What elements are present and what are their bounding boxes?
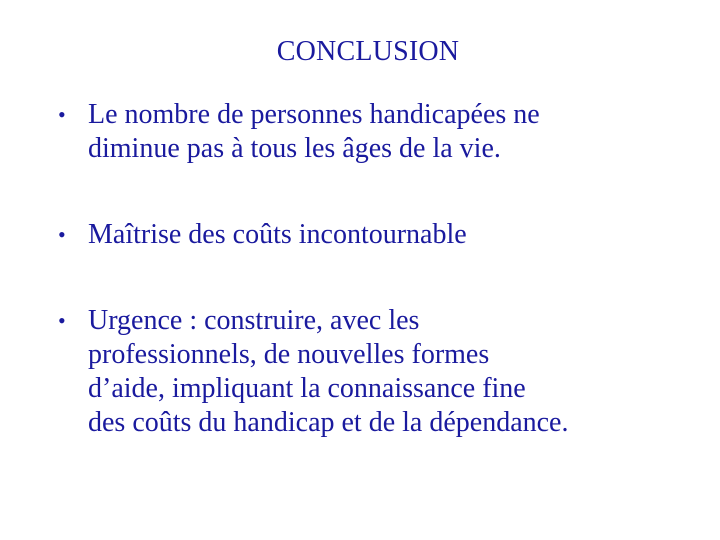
bullet-text-line: professionnels, de nouvelles formes [88,339,490,370]
bullet-icon: • [58,222,66,247]
bullet-text-line: d’aide, impliquant la connaissance fine [88,373,526,404]
bullet-text-line: Urgence : construire, avec les [88,305,420,336]
slide-title: CONCLUSION [276,36,460,67]
bullet-text-line: diminue pas à tous les âges de la vie. [88,133,501,164]
bullet-icon: • [58,308,66,333]
bullet-text-line: Le nombre de personnes handicapées ne [88,99,540,130]
bullet-item [58,304,568,440]
bullet-text-line: des coûts du handicap et de la dépendance. [88,407,569,438]
bullet-text-line: Maîtrise des coûts incontournable [88,219,467,250]
bullet-item [58,98,540,166]
bullet-item [58,218,467,252]
bullet-icon: • [58,102,66,127]
